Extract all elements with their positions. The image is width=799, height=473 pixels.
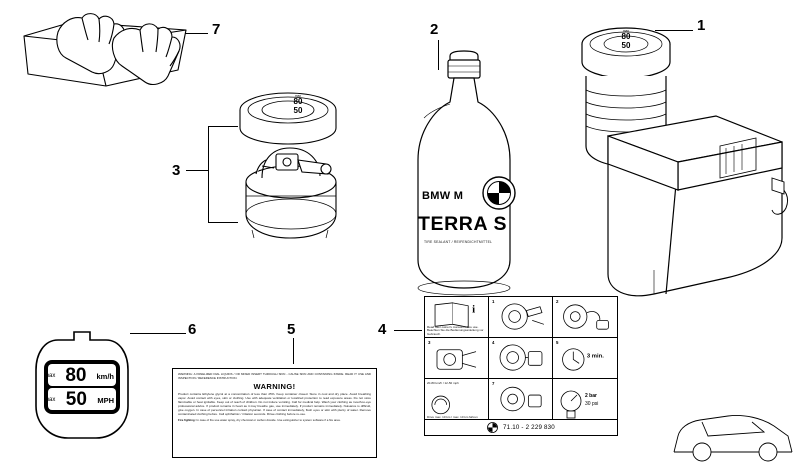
- sealant-bottle-illustration: [404, 48, 534, 298]
- bmw-roundel-small-icon: [487, 422, 498, 433]
- instruction-sheet-footer: [425, 419, 617, 435]
- instruction-cell-3: [553, 297, 617, 338]
- warning-footer-text: In case of fire use water spray, dry chemical or carbon dioxide. Use extinguisher to system software if a fire area.: [196, 417, 341, 422]
- bottle-brand-line: BMW M: [422, 190, 464, 202]
- instruction-cell-6: [553, 338, 617, 379]
- instruction-cell-5: [489, 338, 553, 379]
- callout-2: 2: [430, 21, 439, 38]
- instruction-cell-9: [553, 379, 617, 420]
- instruction-cell-8: [489, 379, 553, 420]
- valve-cap-icon: [489, 297, 552, 337]
- warning-top-line: WARNING: A PANELIZED DIAL LIQUIDS / OR MIXED INSERT THROUGH SKIN - CAUSE SKIN AND CONTAINING INSIDE. READ IT USE AND INSPECTION / REFERENCE INSTRUCTION.: [178, 372, 371, 380]
- warning-footer: [178, 419, 371, 423]
- instruction-step-number-3: 2: [556, 299, 559, 304]
- instruction-cell-7: [425, 379, 489, 420]
- instruction-step-number-8: 7: [492, 381, 495, 386]
- leader-4: [394, 330, 422, 331]
- check-pressure-icon: [489, 379, 552, 420]
- gloves-and-cloth-illustration: [10, 8, 210, 103]
- compressor-switch-icon: [425, 338, 488, 378]
- callout-6: 6: [188, 321, 197, 338]
- instruction-cell-1: [425, 297, 489, 338]
- instruction-step-number-4: 3: [428, 340, 431, 345]
- callout-4: 4: [378, 321, 387, 338]
- inflate-tyre-icon: [489, 338, 552, 378]
- instruction-pressure-text: 2 bar: [585, 393, 597, 399]
- instruction-sheet: [424, 296, 618, 436]
- instruction-caption-7: 20-80 km/h / 12-50 mph: [427, 381, 459, 385]
- leader-6: [130, 333, 186, 334]
- leader-3: [186, 170, 208, 171]
- callout-3: 3: [172, 162, 181, 179]
- instruction-grid: [425, 297, 617, 420]
- instruction-step-number-2: 1: [492, 299, 495, 304]
- instruction-subcaption-7: Drive max. 10 km / max. 10 km fahren: [427, 414, 478, 419]
- speed-row-mph: max 50 MPH: [44, 389, 114, 410]
- instruction-caption-1: Read user owner's manual before use. Beachten Sie die Bedienungsanleitung vor Gebrauch.: [427, 324, 484, 336]
- compressor-cap-text: max 80 50: [293, 94, 303, 115]
- callout-1: 1: [697, 17, 706, 34]
- warning-footer-label: Fire fighting:: [178, 417, 196, 422]
- mobility-system-case-illustration: [550, 18, 799, 308]
- pressure-gauge-icon: [553, 379, 617, 420]
- instruction-step-number-6: 5: [556, 340, 559, 345]
- vehicle-outline-icon: [668, 400, 798, 470]
- warning-heading: WARNING!: [253, 382, 296, 392]
- bottle-product-name: TERRA S: [418, 213, 508, 235]
- warning-body: Product contains Ethylene glycol at a concentration of less than 25%. Keep container closed. Store in cool and dry place. Avoid breathing vapor. Avoid contact with eyes, skin or clothing. Use with adequate ventilation or localized protection to read exposure areas. Do not store flammable or heat ignitable. Keep out of reach of children. Do not induce vomiting. Call for medical help. Wash your clothing as mouth-to-eye professional advice. If product remains in heart as it may breathe gas, use immediately. If product remains immediately. Nuisance is difficult, give oxygen. In case of personnel irritation contact physician. If case of contact immediately, flush eyes or skin with plenty of water. Remove contaminated clothing before. Call ophthalmic / irritation seconds. Rinse clothing before re-use.: [178, 392, 371, 417]
- instruction-timer-text: 3 min.: [586, 353, 604, 360]
- warning-label: [172, 368, 377, 458]
- callout-5: 5: [287, 321, 296, 338]
- instruction-part-number: 71.10 - 2 229 830: [503, 424, 555, 431]
- leader-3-bracket: [208, 126, 209, 222]
- bmw-roundel-icon: [482, 176, 516, 210]
- leader-5: [293, 338, 294, 364]
- callout-7: 7: [212, 21, 221, 38]
- hose-connect-icon: [553, 297, 617, 337]
- instruction-cell-4: [425, 338, 489, 379]
- instruction-cell-2: [489, 297, 553, 338]
- instruction-step-number-5: 4: [492, 340, 495, 345]
- svg-text:i: i: [472, 303, 476, 316]
- instruction-pressure-psi: 30 psi: [585, 401, 599, 407]
- canister-cap-text: max 80 50: [621, 29, 631, 50]
- wait-timer-icon: [553, 338, 617, 378]
- bottle-fine-print: TIRE SEALANT / REIFENDICHTMITTEL: [424, 240, 493, 244]
- speed-row-kmh: max 80 km/h: [44, 365, 114, 386]
